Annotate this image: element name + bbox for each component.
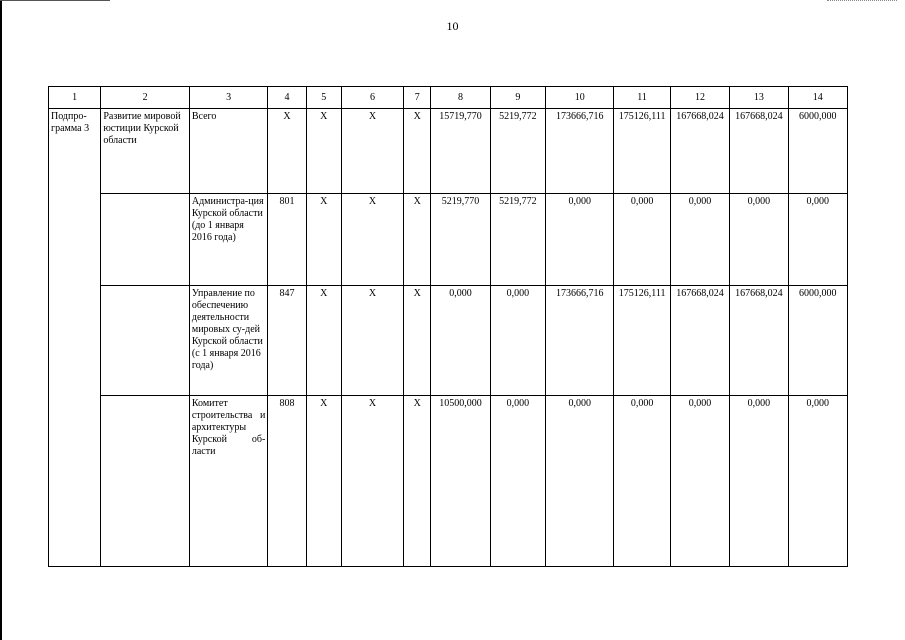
column-header: 7 [404,87,431,109]
table-cell: 167668,024 [730,109,788,194]
column-header: 9 [490,87,545,109]
table-cell: 175126,111 [614,286,670,396]
table-cell: 5219,772 [490,109,545,194]
column-header: 6 [341,87,403,109]
table-cell: 0,000 [730,396,788,567]
corner-scan-mark [827,0,897,4]
table-cell: Х [306,396,341,567]
table-cell: 6000,000 [788,286,847,396]
table-cell: Х [268,109,306,194]
empty-cell [101,286,190,396]
table-cell: 5219,770 [431,194,490,286]
table-cell: 0,000 [431,286,490,396]
empty-cell [101,396,190,567]
table-cell: Х [404,194,431,286]
table-cell: 0,000 [788,194,847,286]
table-cell: 5219,772 [490,194,545,286]
top-edge-rule [0,0,110,1]
row-label-cell: Всего [189,109,267,194]
column-header: 2 [101,87,190,109]
table-cell: 167668,024 [730,286,788,396]
table-cell: 173666,716 [546,286,614,396]
empty-cell [101,194,190,286]
column-header: 10 [546,87,614,109]
table-cell: 167668,024 [670,109,729,194]
table-cell: 0,000 [788,396,847,567]
left-edge-rule [0,0,2,640]
column-header: 14 [788,87,847,109]
table-cell: 173666,716 [546,109,614,194]
table-cell: 167668,024 [670,286,729,396]
table-row [49,286,848,396]
table-cell: 0,000 [730,194,788,286]
column-header: 8 [431,87,490,109]
table-row [49,194,848,286]
table-cell: Х [306,194,341,286]
table-cell: Х [306,109,341,194]
table-cell: Х [404,109,431,194]
column-header: 4 [268,87,306,109]
header-row [49,87,848,109]
table-cell: 175126,111 [614,109,670,194]
table-cell: 0,000 [546,396,614,567]
table-cell: 0,000 [670,194,729,286]
table-cell: 0,000 [546,194,614,286]
table-cell: 15719,770 [431,109,490,194]
table-cell: 808 [268,396,306,567]
row-label-cell: Управление по обеспечению деятельности мировых су-дей Курской области (с 1 января 2016 года) [189,286,267,396]
table-cell: Х [306,286,341,396]
table-cell: 10500,000 [431,396,490,567]
column-header: 1 [49,87,101,109]
row-label-cell: Администра-ция Курской области (до 1 января 2016 года) [189,194,267,286]
table-cell: Х [341,109,403,194]
table-cell: Х [341,286,403,396]
budget-table [48,86,848,567]
row-label-cell: Комитет строительства и архитектуры Курской об-ласти [189,396,267,567]
table-cell: 0,000 [490,286,545,396]
table-cell: 801 [268,194,306,286]
table-cell: Х [341,396,403,567]
subprogram-name-cell: Развитие мировой юстиции Курской области [101,109,190,194]
table-cell: Х [404,286,431,396]
column-header: 12 [670,87,729,109]
table-cell: 0,000 [490,396,545,567]
table-cell: Х [404,396,431,567]
table-cell: 847 [268,286,306,396]
subprogram-label-cell: Подпро-грамма 3 [49,109,101,567]
table-cell: 0,000 [614,194,670,286]
page-number: 10 [446,19,459,33]
column-header: 5 [306,87,341,109]
table-row [49,109,848,194]
table-cell: 0,000 [614,396,670,567]
table-cell: 0,000 [670,396,729,567]
column-header: 3 [189,87,267,109]
column-header: 11 [614,87,670,109]
table-cell: Х [341,194,403,286]
column-header: 13 [730,87,788,109]
table-row [49,396,848,567]
table-cell: 6000,000 [788,109,847,194]
